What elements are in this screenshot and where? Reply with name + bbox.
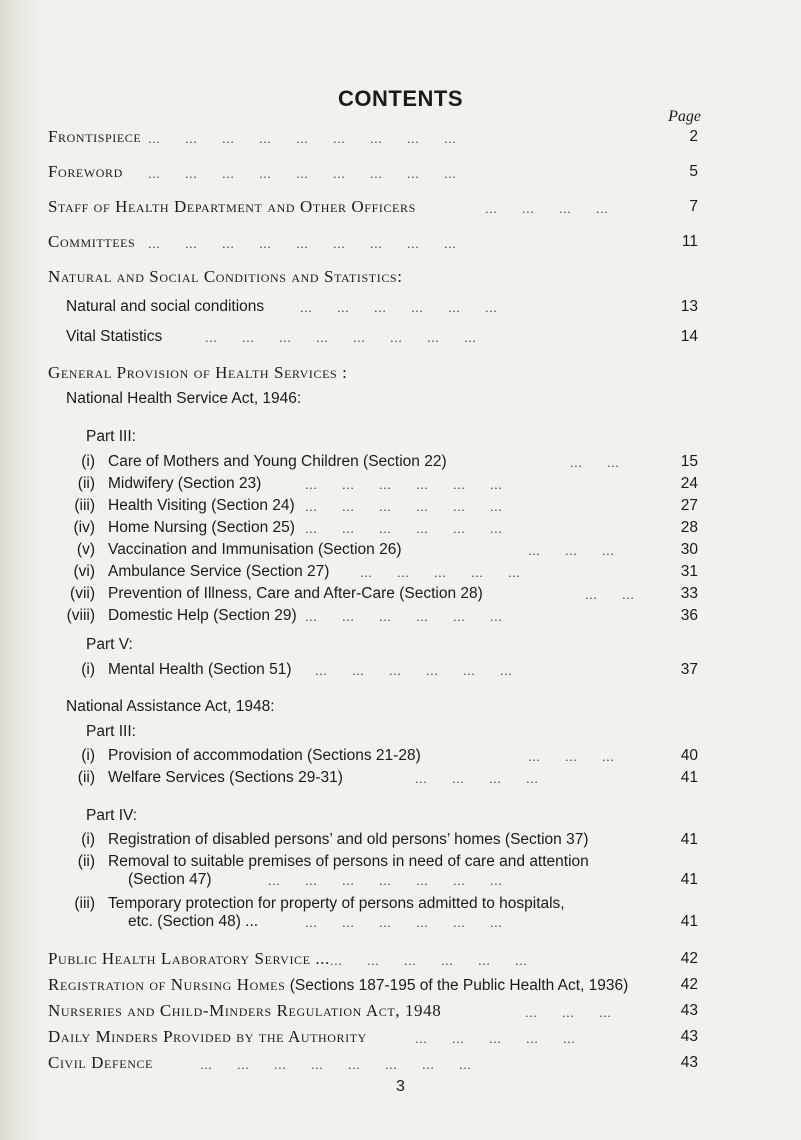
- dot-leader: ... ... ... ... ... ... ...: [268, 873, 503, 888]
- toc-page-number: 33: [680, 585, 698, 602]
- dot-leader: ... ... ... ...: [415, 771, 539, 786]
- toc-page-number: 14: [680, 328, 698, 345]
- toc-entry-label-suffix: (Sections 187-195 of the Public Health Act, 1936): [289, 977, 629, 994]
- toc-entry-label: Natural and social conditions: [66, 298, 265, 315]
- toc-entry-label: Committees: [48, 232, 136, 251]
- dot-leader: ... ... ... ... ... ...: [305, 499, 503, 514]
- toc-page-number: 43: [680, 1002, 698, 1019]
- toc-entry-label: Daily Minders Provided by the Authority: [48, 1027, 367, 1046]
- toc-entry-label: Care of Mothers and Young Children (Section 22): [108, 453, 447, 470]
- item-numeral: (iii): [74, 895, 95, 912]
- toc-page-number: 41: [680, 871, 698, 888]
- toc-entry-label: Home Nursing (Section 25): [108, 519, 295, 536]
- toc-page-number: 11: [681, 233, 698, 250]
- dot-leader: ... ... ... ... ... ...: [330, 953, 528, 968]
- dot-leader: ... ... ... ... ...: [360, 565, 521, 580]
- toc-page-number: 15: [680, 453, 698, 470]
- item-numeral: (v): [76, 541, 95, 558]
- dot-leader: ... ... ... ... ... ... ... ... ...: [148, 236, 457, 251]
- section-heading-natural: Natural and Social Conditions and Statistics:: [48, 267, 403, 286]
- toc-entry-label: Registration of Nursing Homes: [48, 975, 286, 994]
- item-numeral: (i): [81, 661, 95, 678]
- page-title: CONTENTS: [338, 86, 463, 111]
- dot-leader: ... ...: [585, 587, 635, 602]
- dot-leader: ... ... ... ... ... ...: [305, 609, 503, 624]
- toc-page-number: 7: [689, 198, 698, 215]
- toc-page-number: 40: [680, 747, 698, 764]
- toc-entry-label: Registration of disabled persons’ and old persons’ homes (Section 37): [108, 831, 589, 848]
- toc-page-number: 41: [680, 831, 698, 848]
- toc-entry-label: Removal to suitable premises of persons in need of care and attention: [108, 853, 589, 870]
- item-numeral: (viii): [66, 607, 95, 624]
- toc-entry-label: Staff of Health Department and Other Officers: [48, 197, 416, 216]
- toc-entry-label: Mental Health (Section 51): [108, 661, 292, 678]
- item-numeral: (iii): [74, 497, 95, 514]
- item-numeral: (i): [81, 747, 95, 764]
- dot-leader: ... ... ... ... ... ...: [305, 915, 503, 930]
- toc-entry-label: Midwifery (Section 23): [108, 475, 262, 492]
- part-heading: Part III:: [86, 428, 136, 445]
- toc-entry-label: Health Visiting (Section 24): [108, 497, 295, 514]
- toc-page-number: 27: [680, 497, 698, 514]
- toc-entry-label: Vital Statistics: [66, 328, 163, 345]
- toc-page-number: 2: [689, 128, 698, 145]
- dot-leader: ... ... ... ... ... ... ... ...: [200, 1057, 472, 1072]
- page-column-header: Page: [668, 108, 701, 125]
- dot-leader: ... ... ... ... ... ...: [315, 663, 513, 678]
- toc-entry-label: Nurseries and Child-Minders Regulation Act, 1948: [48, 1001, 442, 1020]
- toc-page-number: 43: [680, 1028, 698, 1045]
- dot-leader: ... ... ... ... ...: [415, 1031, 576, 1046]
- toc-page-number: 41: [680, 769, 698, 786]
- toc-entry-label: Ambulance Service (Section 27): [108, 563, 330, 580]
- toc-entry-label: Civil Defence: [48, 1053, 153, 1072]
- toc-page-number: 42: [680, 976, 698, 993]
- part-heading: Part III:: [86, 723, 136, 740]
- dot-leader: ... ... ...: [525, 1005, 612, 1020]
- dot-leader: ... ... ... ... ... ...: [300, 300, 498, 315]
- part-heading: Part IV:: [86, 807, 138, 824]
- toc-entry-label-continued: etc. (Section 48) ...: [128, 913, 259, 930]
- act-heading-assistance: National Assistance Act, 1948:: [66, 698, 275, 715]
- act-heading-nhs: National Health Service Act, 1946:: [66, 390, 302, 407]
- toc-page-number: 31: [680, 563, 698, 580]
- toc-entry-label: Welfare Services (Sections 29-31): [108, 769, 343, 786]
- toc-page-number: 37: [680, 661, 698, 678]
- dot-leader: ... ... ... ... ... ...: [305, 477, 503, 492]
- dot-leader: ... ... ...: [528, 543, 615, 558]
- item-numeral: (vii): [70, 585, 95, 602]
- toc-page-number: 42: [680, 950, 698, 967]
- page-edge-shadow: [0, 0, 40, 1140]
- item-numeral: (i): [81, 453, 95, 470]
- dot-leader: ... ... ...: [528, 749, 615, 764]
- toc-page-number: 28: [680, 519, 698, 536]
- item-numeral: (ii): [77, 475, 95, 492]
- page-number-footer: 3: [396, 1078, 405, 1095]
- part-heading: Part V:: [86, 636, 133, 653]
- toc-page-number: 43: [680, 1054, 698, 1071]
- toc-page-number: 5: [689, 163, 698, 180]
- dot-leader: ... ... ... ... ... ...: [305, 521, 503, 536]
- item-numeral: (ii): [77, 769, 95, 786]
- toc-entry-label: Foreword: [48, 162, 123, 181]
- toc-page-number: 30: [680, 541, 698, 558]
- dot-leader: ... ... ... ...: [485, 201, 609, 216]
- dot-leader: ... ...: [570, 455, 620, 470]
- dot-leader: ... ... ... ... ... ... ... ... ...: [148, 131, 457, 146]
- toc-entry-label: Vaccination and Immunisation (Section 26): [108, 541, 402, 558]
- toc-entry-label: Domestic Help (Section 29): [108, 607, 297, 624]
- toc-entry-label: Provision of accommodation (Sections 21-28): [108, 747, 421, 764]
- toc-entry-label: Temporary protection for property of persons admitted to hospitals,: [108, 895, 565, 912]
- item-numeral: (iv): [73, 519, 95, 536]
- toc-entry-label: Frontispiece: [48, 127, 142, 146]
- item-numeral: (vi): [73, 563, 95, 580]
- dot-leader: ... ... ... ... ... ... ... ...: [205, 330, 477, 345]
- toc-page-number: 13: [680, 298, 698, 315]
- toc-page-number: 36: [680, 607, 698, 624]
- toc-entry-label: Prevention of Illness, Care and After-Care (Section 28): [108, 585, 483, 602]
- toc-entry-label-continued: (Section 47): [128, 871, 212, 888]
- dot-leader: ... ... ... ... ... ... ... ... ...: [148, 166, 457, 181]
- toc-page-number: 41: [680, 913, 698, 930]
- toc-page-number: 24: [680, 475, 698, 492]
- toc-entry-label: Public Health Laboratory Service ...: [48, 949, 330, 968]
- item-numeral: (ii): [77, 853, 95, 870]
- section-heading-general: General Provision of Health Services :: [48, 363, 348, 382]
- item-numeral: (i): [81, 831, 95, 848]
